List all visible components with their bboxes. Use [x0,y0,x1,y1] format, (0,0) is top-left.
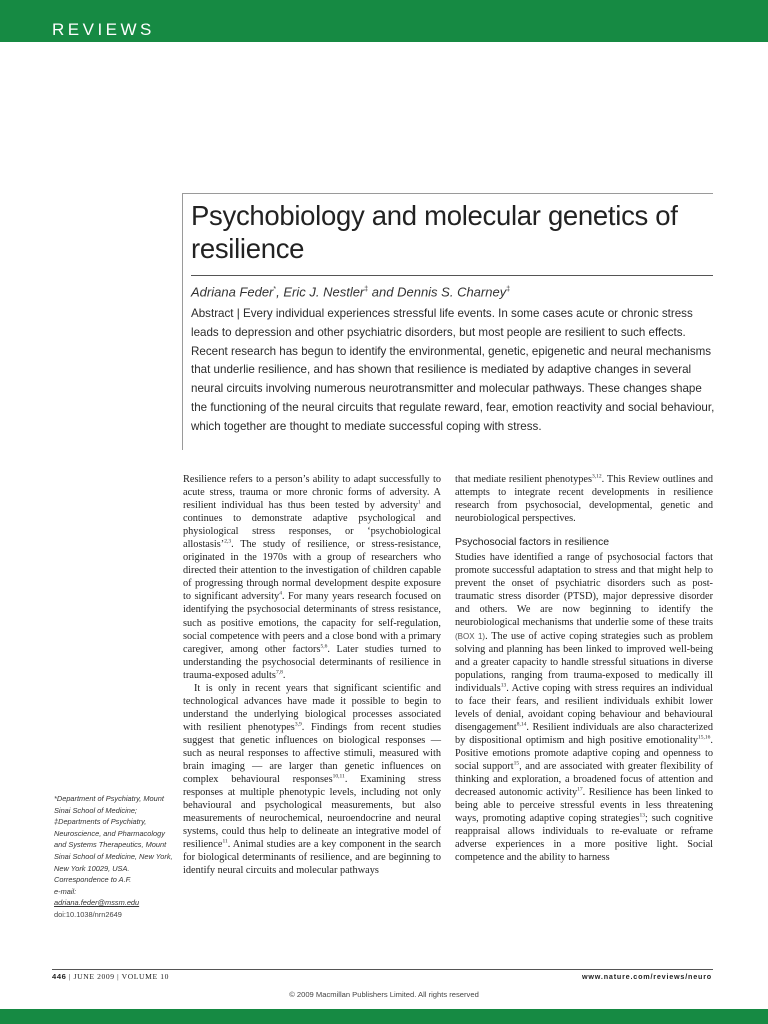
citation-ref[interactable]: 8,14 [516,721,527,728]
author-name: Eric J. Nestler [283,284,365,300]
section-label: REVIEWS [52,20,155,39]
citation-ref[interactable]: 10,11 [332,773,345,780]
box-reference[interactable]: (BOX 1) [455,631,486,641]
citation-ref[interactable]: 7,8 [275,669,283,676]
citation-ref[interactable]: 5,6 [320,643,328,650]
abstract-side-rule [182,194,183,450]
email-link[interactable]: adriana.feder@mssm.edu [54,898,140,908]
citation-ref[interactable]: 13 [639,812,645,819]
footer-issue [52,972,169,981]
citation-ref[interactable]: 15 [513,760,520,767]
title-bottom-rule [191,275,713,276]
citation-ref[interactable]: 11 [222,838,228,845]
body-column-right [455,473,713,864]
body-paragraph: Studies have identified a range of psychosocial factors that promote successful adaptation to stress and that might help to prevent the onset of psychiatric disorders such as post-traumatic stress disorder (PTSD), major depressive disorder and others. We are now beginning to identify the neurobiological mechanisms that underlie some of these traits (BOX 1). The use of active coping strategies such as problem solving and planning has been linked to improved well-being and a greater capacity to handle stressful situations in diverse populations, ranging from trauma-exposed to medically ill individuals$^{13}$. Active coping with stress requires an individual to face their fears, and resilient individuals exhibit lower levels of denial, avoidant coping behaviour and behavioural disengagement$^{8,14}$. Resilient individuals are also characterized by dispositional optimism and high positive emotionality$^{15,16}$. Positive emotions promote adaptive coping and openness to social support$^{15}$, and are associated with greater flexibility of thinking and exploration, a broadened focus of attention and decreased autonomic activity$^{17}$. Resilience has been linked to being able to perceive stressful events in less threatening ways, promoting adaptive coping strategies$^{13}$; such cognitive reappraisal allows individuals to re-evaluate or reframe adverse experiences in a more positive light. Social competence and the ability to harness [455,552,713,864]
author-list: Adriana Feder*, Eric J. Nestler‡ and Dennis S. Charney‡ [191,284,511,300]
affiliation-mark: * [273,286,277,293]
citation-ref[interactable]: 3,12 [591,473,602,480]
abstract: Abstract | Every individual experiences stressful life events. In some cases acute or chronic stress leads to depression and other psychiatric disorders, but most people are resilient to such effects. Recent research has begun to identify the environmental, genetic, epigenetic and neural mechanisms that underlie resilience, and has shown that resilience is mediated by adaptive changes in several neural circuits involving numerous neurotransmitter and molecular pathways. These changes shape the functioning of the neural circuits that regulate reward, fear, emotion reactivity and social behaviour, which together are thought to mediate successful coping with stress. [191,307,715,433]
body-paragraph: Resilience refers to a person’s ability to adapt successfully to acute stress, trauma or more chronic forms of adversity. A resilient individual has thus been tested by adversity$^1$ and continues to demonstrate adaptive psychological and physiological stress responses, or ‘psychobiological allostasis’$^{2,3}$. The study of resilience, or stress-resistance, originated in the 1970s with a group of researchers who directed their attention to the investigation of children capable of progressing through normal development despite exposure to significant adversity$^4$. For many years research focused on identifying the psychosocial determinants of stress resistance, such as positive emotions, the capacity for self-regulation, social competence with peers and a close bond with a primary caregiver, among other factors$^{5,6}$. Later studies turned to understanding the psychosocial determinants of resilience in trauma-exposed adults$^{7,8}$. [183,474,441,681]
citation-ref[interactable]: 15,16 [698,734,711,741]
footer-rule [52,969,713,970]
citation-ref[interactable]: 4 [279,591,282,597]
body-paragraph: that mediate resilient phenotypes$^{3,12}$. This Review outlines and attempts to integrate recent developments in resilience research from psychosocial, developmental, genetic and neurobiological perspectives. [455,473,713,525]
body-column-left [183,473,441,877]
affiliation-mark: ‡ [364,286,369,293]
section-heading: Psychosocial factors in resilience [455,536,610,549]
header-band [0,0,768,42]
affiliation-mark: ‡ [506,286,511,293]
citation-ref[interactable]: 17 [577,786,583,793]
title-top-rule [182,193,713,194]
affiliation-line: ‡Departments of Psychiatry, Neuroscience, and Pharmacology and Systems Therapeutics, Mount Sinai School of Medicine, New York, New York 10029, USA. [54,817,173,873]
page-number: 446 [52,972,67,981]
affiliation-line: Correspondence to A.F. [54,875,132,885]
citation-ref[interactable]: 3,9 [294,721,302,728]
copyright-notice: © 2009 Macmillan Publishers Limited. All rights reserved [289,990,479,999]
doi: doi:10.1038/nrn2649 [54,909,122,919]
footer-band [0,1009,768,1024]
footer-url[interactable]: www.nature.com/reviews/neuro [582,972,712,981]
affiliation-line: *Department of Psychiatry, Mount Sinai School of Medicine; [54,794,164,815]
author-name: Dennis S. Charney [397,284,507,300]
article-title: Psychobiology and molecular genetics of resilience [191,200,678,264]
affiliation-line: e-mail: [54,886,77,896]
body-paragraph: It is only in recent years that significant scientific and technological advances have made it possible to begin to understand the underlying biological processes associated with resilient phenotypes$^{3,9}$. Findings from recent studies suggest that genetic influences on biological responses — such as neural responses to affective stimuli, measured with brain imaging — are larger than genetic influences on complex behavioural responses$^{10,11}$. Examining stress responses at multiple phenotypic levels, including not only behavioural and psychological measurements, but also measurements of neurochemical, neuroendocrine and neural systems, could thus help to delineate an integrative model of resilience$^{11}$. Animal studies are a key component in the search for biological determinants of resilience, and are beginning to identify neural circuits and molecular pathways [183,682,441,877]
citation-ref[interactable]: 2,3 [224,538,232,545]
affiliations [54,793,178,921]
citation-ref[interactable]: 13 [500,682,507,689]
citation-ref[interactable]: 1 [417,499,421,506]
issue-info: | JUNE 2009 | VOLUME 10 [68,972,170,981]
author-name: Adriana Feder [191,284,274,300]
